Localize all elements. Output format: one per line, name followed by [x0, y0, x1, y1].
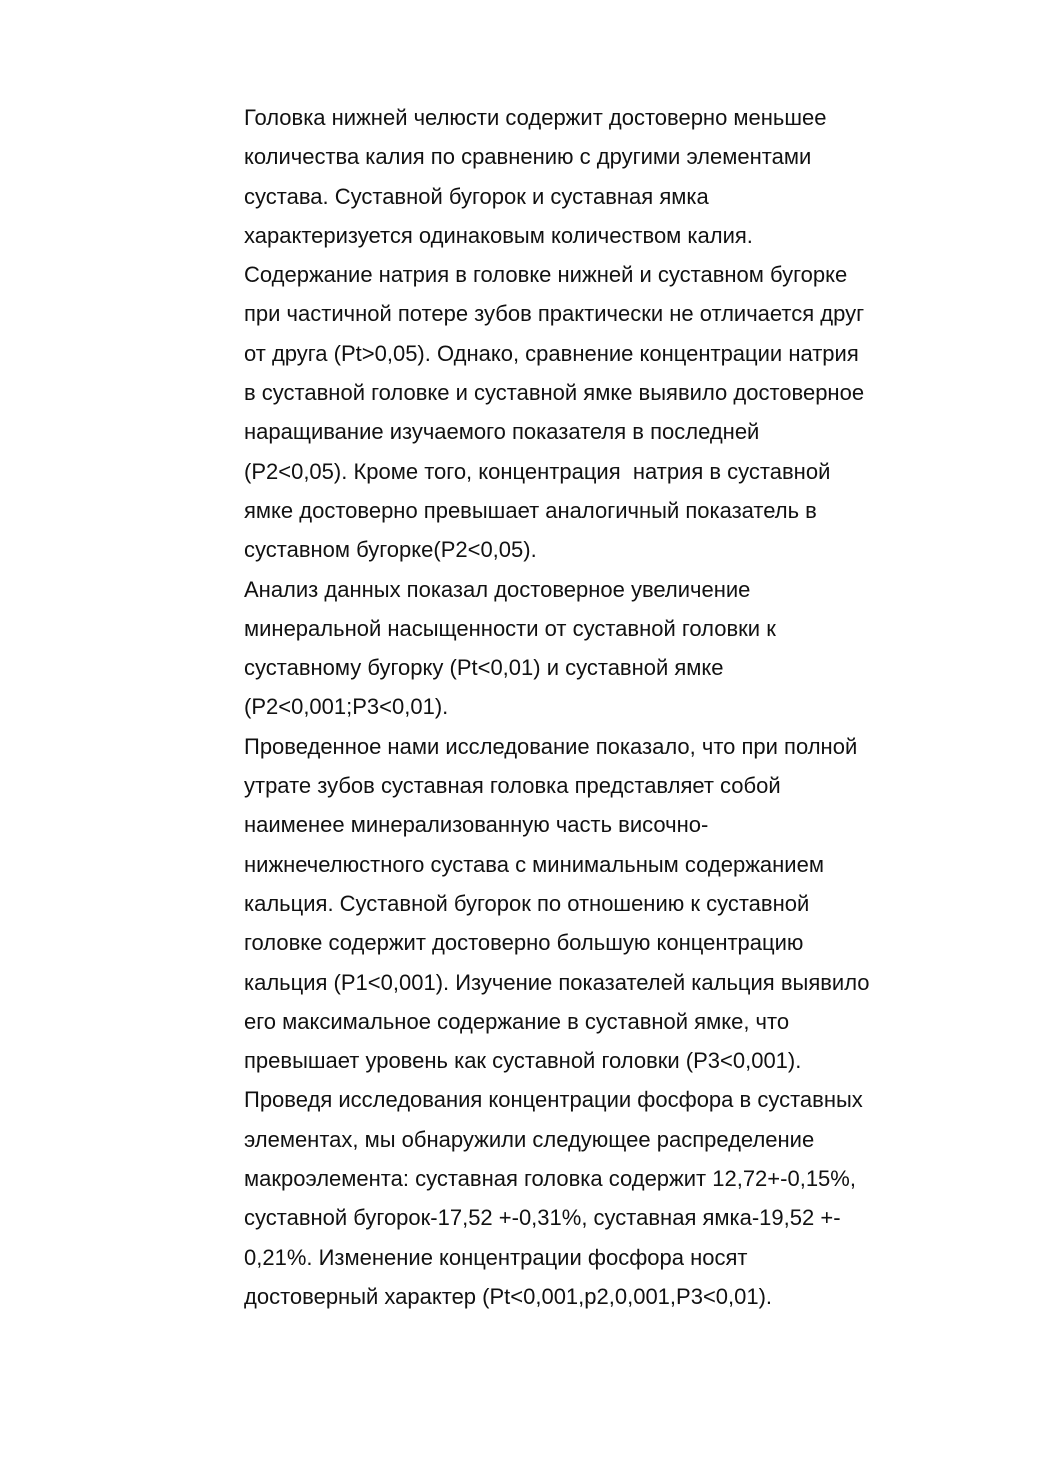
text-line: от друга (Pt>0,05). Однако, сравнение концентрации натрия: [244, 340, 859, 366]
text-line: сустава. Суставной бугорок и суставная ямка: [244, 183, 709, 209]
text-line: в суставной головке и суставной ямке выявило достоверное: [244, 380, 865, 406]
text-line: кальция (P1<0,001). Изучение показателей кальция выявило: [244, 969, 870, 995]
text-line: достоверный характер (Pt<0,001,p2,0,001,P3<0,01).: [244, 1283, 773, 1309]
text-line: Анализ данных показал достоверное увеличение: [244, 576, 751, 602]
text-line: минеральной насыщенности от суставной головки к: [244, 615, 776, 641]
text-line: кальция. Суставной бугорок по отношению к суставной: [244, 890, 810, 916]
text-line: 0,21%. Изменение концентрации фосфора носят: [244, 1244, 748, 1270]
text-line: наращивание изучаемого показателя в последней: [244, 419, 760, 445]
text-line: характеризуется одинаковым количеством калия.: [244, 222, 753, 248]
text-line: (P2<0,001;P3<0,01).: [244, 694, 449, 720]
text-line: макроэлемента: суставная головка содержит 12,72+-0,15%,: [244, 1166, 856, 1192]
text-line: наименее минерализованную часть височно-: [244, 812, 709, 838]
text-line: суставной бугорок-17,52 +-0,31%, суставная ямка-19,52 +-: [244, 1205, 841, 1231]
text-line: элементах, мы обнаружили следующее распределение: [244, 1126, 815, 1152]
text-line: головке содержит достоверно большую концентрацию: [244, 930, 804, 956]
text-line: Проведенное нами исследование показало, что при полной: [244, 733, 858, 759]
text-line: нижнечелюстного сустава с минимальным содержанием: [244, 851, 824, 877]
text-line: (P2<0,05). Кроме того, концентрация натрия в суставной: [244, 458, 831, 484]
text-line: превышает уровень как суставной головки (P3<0,001).: [244, 1048, 802, 1074]
text-line: ямке достоверно превышает аналогичный показатель в: [244, 497, 817, 523]
text-line: Проведя исследования концентрации фосфора в суставных: [244, 1087, 863, 1113]
text-line: при частичной потере зубов практически не отличается друг: [244, 301, 865, 327]
text-line: утрате зубов суставная головка представляет собой: [244, 773, 781, 799]
text-line: Содержание натрия в головке нижней и суставном бугорке: [244, 262, 848, 288]
document-text: [244, 98, 984, 1316]
text-line: суставном бугорке(P2<0,05).: [244, 537, 537, 563]
text-line: количества калия по сравнению с другими элементами: [244, 144, 812, 170]
text-line: его максимальное содержание в суставной ямке, что: [244, 1008, 790, 1034]
text-line: суставному бугорку (Pt<0,01) и суставной ямке: [244, 655, 724, 681]
text-line: Головка нижней челюсти содержит достоверно меньшее: [244, 105, 827, 130]
